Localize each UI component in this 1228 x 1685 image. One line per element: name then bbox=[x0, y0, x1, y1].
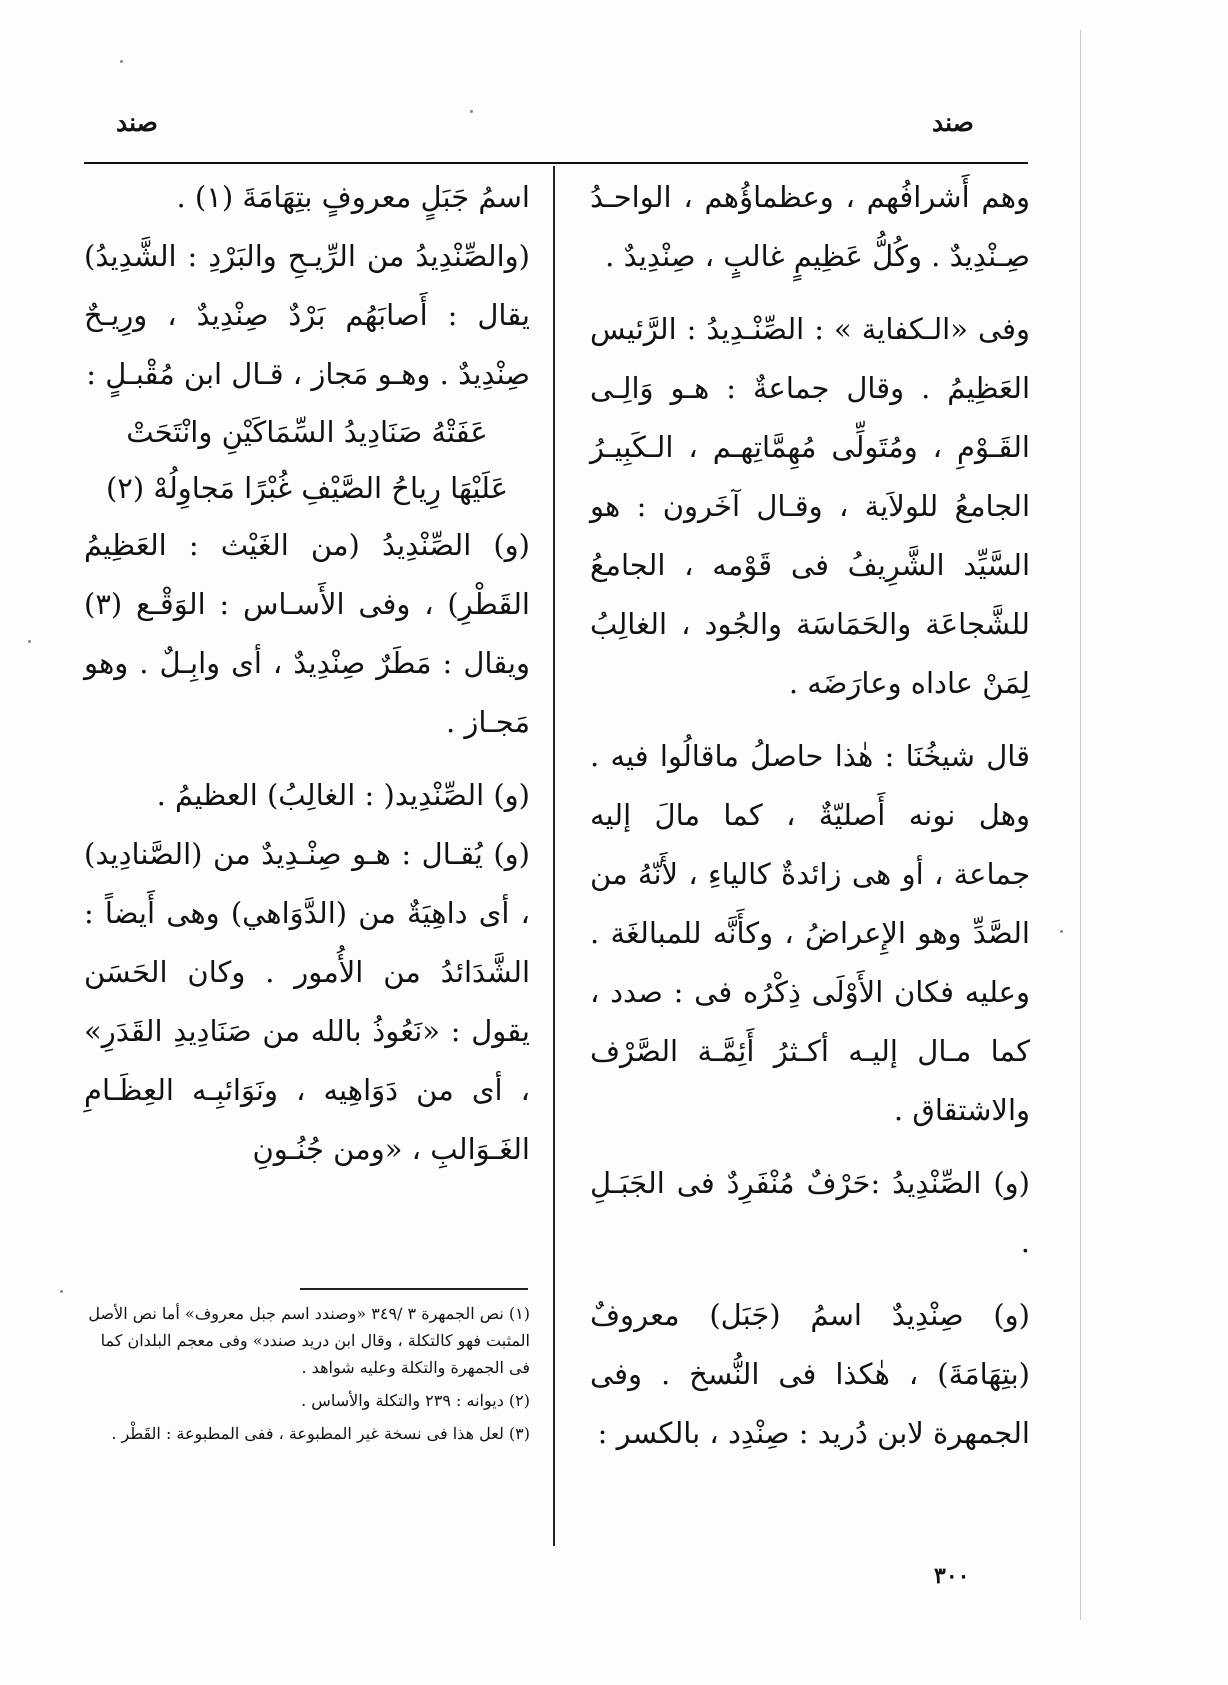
left-paragraph-1: اسمُ جَبَلٍ معروفٍ بتِهَامَةَ (١) . bbox=[176, 180, 530, 214]
scan-edge-line bbox=[1080, 30, 1081, 1620]
left-paragraph-3: (و) الصِّنْدِيدُ (من الغَيْث : العَظِيمُ القَطْرِ) ، وفى الأَسـاس : الوَقْـع (٣) ويقال : مَطَرٌ صِنْدِيدٌ ، أى وابِـلٌ . وهو مَجـاز . bbox=[84, 528, 530, 739]
right-column bbox=[590, 168, 1030, 1463]
left-paragraph-5: (و) يُقـال : هـو صِنْـدِيدٌ من (الصَّنادِيد) ، أى داهِيَةٌ من (الدَّوَاهي) وهى أَيضاً : الشَّدَائدُ من الأُمور . وكان الحَسَن يقول : «نَعُوذُ بالله من صَنَادِيدِ القَدَرِ» ، أى من دَوَاهِيه ، ونَوَائبِـه العِظَـامِ الغَـوَالبِ ، «ومن جُنُـونِ bbox=[84, 837, 530, 1166]
verse-line-2: عَلَيْهَا رِياحُ الصَّيْفِ غُبْرًا مَجاوِلُهْ (٢) bbox=[105, 471, 509, 505]
page-number: ٣٠٠ bbox=[934, 1563, 970, 1589]
scan-speck bbox=[28, 640, 31, 643]
scan-speck bbox=[1060, 930, 1063, 933]
left-column bbox=[84, 168, 530, 1179]
running-head-right: صند bbox=[932, 108, 974, 137]
right-paragraph-4: (و) الصِّنْدِيدُ :حَرْفٌ مُنْفَرِدٌ فى الجَبَـلِ . bbox=[590, 1166, 1030, 1259]
right-paragraph-5: (و) صِنْدِيدٌ اسمُ (جَبَل) معروفٌ (بتِهَامَةَ) ، هٰكذا فى النُّسخ . وفى الجمهرة لابن دُريد : صِنْدِد ، بالكسر : bbox=[590, 1298, 1030, 1450]
verse-line-1: عَفَتْهُ صَنَادِيدُ السِّمَاكَيْنِ وانْتَحَتْ bbox=[126, 415, 488, 449]
running-head-left: صند bbox=[116, 108, 158, 137]
footnote-1: (١) نص الجمهرة ٣ /٣٤٩ «وصندد اسم جبل معروف» أما نص الأصل المثبت فهو كالتكلة ، وقال ابن دريد صندد» وفى معجم البلدان كما فى الجمهرة والتكلة وعليه شواهد . bbox=[88, 1304, 530, 1377]
left-paragraph-2: (والصِّنْدِيدُ من الرِّيـحِ والبَرْدِ : الشَّدِيدُ) يقال : أَصابَهُم بَرْدٌ صِنْدِيدٌ ، ورِيـحٌ صِنْدِيدٌ . وهـو مَجاز ، قـال ابن مُقْبـلٍ : bbox=[84, 239, 530, 391]
header-rule bbox=[84, 162, 1028, 164]
footnotes bbox=[84, 1300, 530, 1453]
left-paragraph-4: (و) الصِّنْدِيد( : الغالِبُ) العظيمُ . bbox=[156, 778, 530, 812]
right-paragraph-1: وهم أَشرافُهم ، وعظماؤُهم ، الواحـدُ صِـنْدِيدٌ . وكُلُّ عَظِيمٍ غالبٍ ، صِنْدِيدٌ . bbox=[590, 180, 1030, 273]
scan-speck bbox=[120, 60, 123, 63]
scan-speck bbox=[60, 1290, 63, 1293]
column-divider bbox=[553, 166, 555, 1546]
right-paragraph-3: قال شيخُنَا : هٰذا حاصلُ ماقالُوا فيه . وهل نونه أَصليّةٌ ، كما مالَ إليه جماعة ، أو هى زائدةٌ كالياءِ ، لأَنّهُ من الصَّدِّ وهو الإِعراضُ ، وكأَنَّه للمبالغَة . وعليه فكان الأَوْلَى ذِكْرُه فى : صدد ، كما مـال إليـه أكـثرُ أَئِمَّـة الصَّرْف والاشتقاق . bbox=[590, 739, 1030, 1127]
footnote-2: (٢) ديوانه : ٢٣٩ والتكلة والأساس . bbox=[301, 1391, 530, 1410]
scan-speck bbox=[470, 110, 473, 113]
right-paragraph-2: وفى «الـكفاية » : الصِّنْـدِيدُ : الرَّئيس العَظِيمُ . وقال جماعةٌ : هـو وَالِـى القَـوْمِ ، ومُتَولِّى مُهِمَّاتِهـم ، الـكَبِيـرُ الجامعُ للولاَية ، وقـال آخَرون : هو السَّيِّد الشَّرِيفُ فى قَوْمه ، الجامعُ للشَّجاعَة والحَمَاسَة والجُود ، الغالِبُ لِمَنْ عاداه وعارَضَه . bbox=[590, 312, 1030, 700]
footnote-rule bbox=[300, 1288, 528, 1290]
footnote-3: (٣) لعل هذا فى نسخة غير المطبوعة ، ففى المطبوعة : القَطْر . bbox=[111, 1424, 530, 1443]
